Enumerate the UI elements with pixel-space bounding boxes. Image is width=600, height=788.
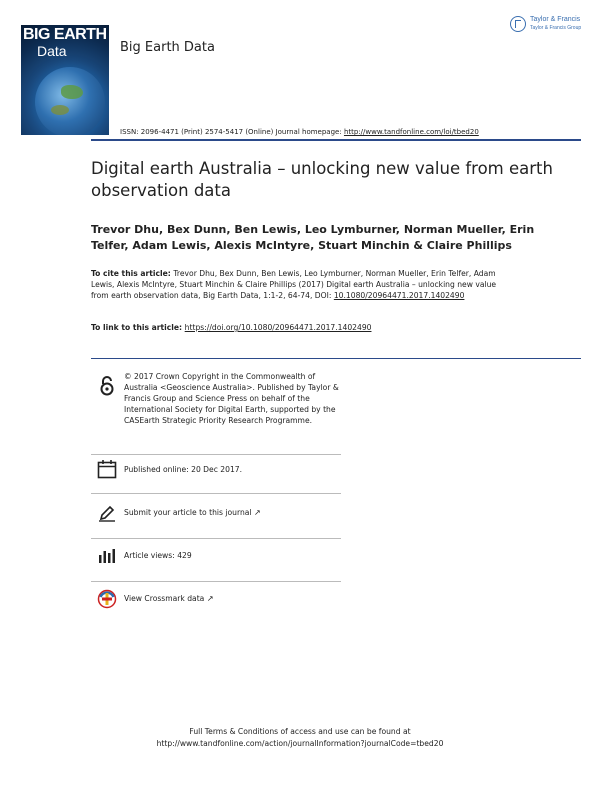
- cover-title: BIG EARTH: [23, 26, 107, 43]
- landmass-graphic: [61, 85, 83, 99]
- calendar-icon: [97, 459, 117, 479]
- submit-article-link[interactable]: Submit your article to this journal ↗: [124, 508, 261, 517]
- landmass-graphic: [51, 105, 69, 115]
- section-divider: [91, 358, 581, 359]
- citation-label: To cite this article:: [91, 269, 174, 278]
- journal-name: Big Earth Data: [120, 40, 215, 55]
- copyright-text: © 2017 Crown Copyright in the Commonwealth of Australia <Geoscience Australia>. Published by Taylor & Francis Group and Science Press on behalf of the International Society for Digital Earth, supported by the CASEarth Strategic Priority Research Programme.: [124, 372, 339, 425]
- article-views: Article views: 429: [124, 551, 192, 560]
- external-link-icon: ↗: [253, 508, 261, 517]
- published-date: Published online: 20 Dec 2017.: [124, 465, 243, 474]
- globe-graphic: [35, 67, 105, 135]
- bar-chart-icon: [97, 546, 117, 566]
- article-title: Digital earth Australia – unlocking new value from earth observation data: [91, 159, 553, 200]
- citation-block: [91, 269, 511, 302]
- crossmark-link[interactable]: View Crossmark data ↗: [124, 594, 214, 603]
- article-authors: Trevor Dhu, Bex Dunn, Ben Lewis, Leo Lymburner, Norman Mueller, Erin Telfer, Adam Lewis, Alexis McIntyre, Stuart Minchin & Claire Phillips: [91, 223, 535, 252]
- terms-url[interactable]: http://www.tandfonline.com/action/journalInformation?journalCode=tbed20: [156, 738, 444, 748]
- publisher-logo: [510, 14, 592, 36]
- journal-homepage-link[interactable]: http://www.tandfonline.com/loi/tbed20: [343, 128, 479, 136]
- crossmark-icon: [97, 589, 117, 609]
- terms-footer: [0, 726, 600, 749]
- article-link-line: [91, 323, 371, 332]
- external-link-icon: ↗: [204, 594, 214, 603]
- article-url-link[interactable]: https://doi.org/10.1080/20964471.2017.1402490: [184, 323, 372, 332]
- list-item[interactable]: [91, 494, 341, 539]
- pencil-edit-icon: [97, 503, 117, 523]
- list-item: [91, 370, 341, 455]
- link-label: To link to this article:: [91, 323, 185, 332]
- cover-subtitle: Data: [37, 43, 67, 59]
- terms-text: Full Terms & Conditions of access and use can be found at: [189, 727, 411, 736]
- article-info-list: [91, 370, 341, 624]
- issn-line: ISSN: 2096-4471 (Print) 2574-5417 (Online) Journal homepage: http://www.tandfonline.com/loi/tbed20: [120, 128, 479, 136]
- journal-cover-image: [21, 25, 109, 135]
- open-access-lock-icon: [97, 376, 117, 396]
- citation-text: Trevor Dhu, Bex Dunn, Ben Lewis, Leo Lymburner, Norman Mueller, Erin Telfer, Adam Lewis, Alexis McIntyre, Stuart Minchin & Claire Phillips (2017) Digital earth Australia – unlocking new value from earth observation data, Big Earth Data, 1:1-2, 64-74, DOI:: [91, 269, 497, 300]
- doi-link[interactable]: 10.1080/20964471.2017.1402490: [333, 290, 465, 300]
- publisher-logo-icon: [510, 16, 526, 32]
- publisher-logo-text: Taylor & Francis Taylor & Francis Group: [530, 16, 582, 31]
- list-item: [91, 539, 341, 582]
- list-item[interactable]: [91, 582, 341, 624]
- list-item: [91, 455, 341, 494]
- header-divider: [91, 139, 581, 141]
